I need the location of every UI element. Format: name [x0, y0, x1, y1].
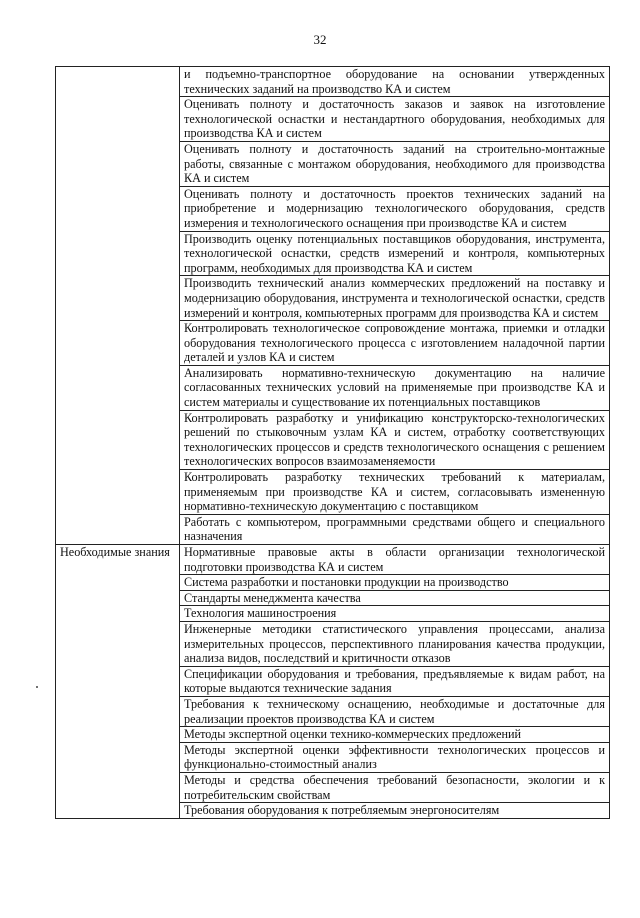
table-cell: Оценивать полноту и достаточность проектов технических заданий на приобретение и модернизацию технологического оборудования, средств измерения и технологического оснащения при производстве КА и систем: [180, 186, 610, 231]
table-cell: Спецификации оборудования и требования, предъявляемые к видам работ, на которые выдаются технические задания: [180, 666, 610, 696]
table-cell: Контролировать разработку и унификацию конструкторско-технологических решений по стыковочным узлам КА и систем, отработку соответствующих технологических процессов и средств технологического оснащения с решением технологических вопросов взаимозаменяемости: [180, 410, 610, 469]
table-cell: Нормативные правовые акты в области организации технологической подготовки производства КА и систем: [180, 545, 610, 575]
table-cell: и подъемно-транспортное оборудование на основании утвержденных технических заданий на производство КА и систем: [180, 67, 610, 97]
table-cell: Контролировать технологическое сопровождение монтажа, приемки и отладки оборудования технологического процесса с изготовлением наладочной партии деталей и узлов КА и систем: [180, 321, 610, 366]
table-cell: Работать с компьютером, программными средствами общего и специального назначения: [180, 514, 610, 544]
table-cell: Анализировать нормативно-техническую документацию на наличие согласованных технических условий на применяемые при производстве КА и систем материалы и существование их потенциальных поставщиков: [180, 365, 610, 410]
scan-speck: [36, 686, 38, 688]
table-row: [56, 545, 610, 575]
table-cell: Производить технический анализ коммерческих предложений на поставку и модернизацию оборудования, инструмента и технологической оснастки, средств измерений и контроля, компьютерных программ для производства КА и систем: [180, 276, 610, 321]
table-cell: Методы и средства обеспечения требований безопасности, экологии и к потребительским свойствам: [180, 772, 610, 802]
table-row: [56, 67, 610, 97]
table-cell: Стандарты менеджмента качества: [180, 590, 610, 606]
row-label: [56, 67, 180, 545]
table-cell: Оценивать полноту и достаточность заданий на строительно-монтажные работы, связанные с монтажом оборудования, необходимого для производства КА и систем: [180, 141, 610, 186]
page-number: 32: [313, 32, 327, 47]
table-cell: Методы экспертной оценки технико-коммерческих предложений: [180, 727, 610, 743]
table-cell: Требования оборудования к потребляемым энергоносителям: [180, 803, 610, 819]
row-label: Необходимые знания: [56, 545, 180, 819]
table-cell: Производить оценку потенциальных поставщиков оборудования, инструмента, технологической оснастки, средств измерений и контроля, компьютерных программ, необходимых для производства КА и систем: [180, 231, 610, 276]
table-cell: Инженерные методики статистического управления процессами, анализа измерительных процессов, перспективного планирования качества продукции, анализа видов, последствий и критичности отказов: [180, 621, 610, 666]
table-cell: Система разработки и постановки продукции на производство: [180, 575, 610, 591]
table-cell: Технология машиностроения: [180, 606, 610, 622]
competency-table: [55, 66, 610, 819]
table-cell: Контролировать разработку технических требований к материалам, применяемым при производстве КА и систем, согласовывать измененную нормативно-техническую документацию с поставщиком: [180, 470, 610, 515]
table-cell: Оценивать полноту и достаточность заказов и заявок на изготовление технологической оснастки и нестандартного оборудования, необходимых для производства КА и систем: [180, 97, 610, 142]
table-cell: Методы экспертной оценки эффективности технологических процессов и функционально-стоимостный анализ: [180, 742, 610, 772]
table-cell: Требования к техническому оснащению, необходимые и достаточные для реализации проектов производства КА и систем: [180, 696, 610, 726]
